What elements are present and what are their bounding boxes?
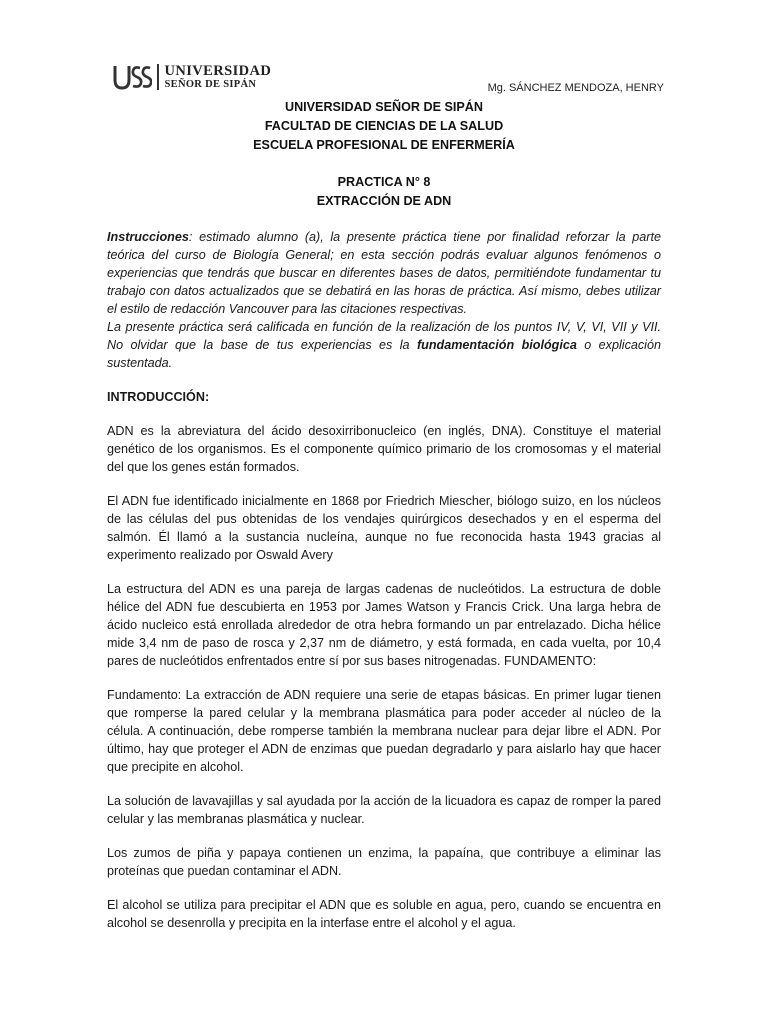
faculty-title: FACULTAD DE CIENCIAS DE LA SALUD <box>264 119 504 133</box>
practice-number: PRACTICA N° 8 <box>337 175 431 189</box>
page-header <box>112 62 664 96</box>
logo-line-university: UNIVERSIDAD <box>164 62 272 79</box>
document-titles <box>107 98 661 211</box>
logo-wordmark <box>165 64 272 91</box>
instructions-paragraph <box>107 228 661 372</box>
university-logo <box>112 62 271 92</box>
intro-paragraph: La estructura del ADN es una pareja de largas cadenas de nucleótidos. La estructura de doble hélice del ADN fue descubierta en 1953 por James Watson y Francis Crick. Una larga hebra de ácido nucleico está enrollada alrededor de otra hebra formando un par entrelazado. Dicha hélice mide 3,4 nm de paso de rosca y 2,37 nm de diámetro, y está formada, en cada vuelta, por 10,4 pares de nucleótidos enfrentados entre sí por sus bases nitrogenadas. FUNDAMENTO: <box>107 582 661 668</box>
logo-divider <box>157 64 159 90</box>
intro-paragraph: ADN es la abreviatura del ácido desoxirribonucleico (en inglés, DNA). Constituye el material genético de los organismos. Es el componente químico primario de los cromosomas y el material del que los genes están formados. <box>107 424 661 474</box>
instructions-label: Instrucciones <box>107 230 189 244</box>
intro-paragraph: La solución de lavavajillas y sal ayudada por la acción de la licuadora es capaz de romper la pared celular y las membranas plasmática y nuclear. <box>107 794 661 826</box>
intro-paragraph: Los zumos de piña y papaya contienen un enzima, la papaína, que contribuye a eliminar las proteínas que puedan contaminar el ADN. <box>107 846 661 878</box>
intro-paragraph: El ADN fue identificado inicialmente en 1868 por Friedrich Miescher, biólogo suizo, en los núcleos de las células del pus obtenidas de los vendajes quirúrgicos desechados y en el esperma del salmón. Él llamó a la sustancia nucleína, aunque no fue reconocida hasta 1943 gracias al experimento realizado por Oswald Avery <box>107 494 661 562</box>
instructions-text-3: o explicación sustentada. <box>107 338 661 370</box>
intro-paragraph: El alcohol se utiliza para precipitar el ADN que es soluble en agua, pero, cuando se encuentra en alcohol se desenrolla y precipita en la interfase entre el alcohol y el agua. <box>107 898 661 930</box>
practice-topic: EXTRACCIÓN DE ADN <box>316 194 452 208</box>
school-title: ESCUELA PROFESIONAL DE ENFERMERÍA <box>253 138 515 152</box>
university-title: UNIVERSIDAD SEÑOR DE SIPÁN <box>284 100 484 114</box>
logo-line-name: SEÑOR DE SIPÁN <box>164 79 257 90</box>
instructions-text-1: : estimado alumno (a), la presente práctica tiene por finalidad reforzar la parte teórica del curso de Biología General; en esta sección podrás evaluar algunos fenómenos o experiencias que tendrás que buscar en diferentes bases de datos, permitiéndote fundamentar tu trabajo con datos actualizados que se debatirá en las horas de práctica. Así mismo, debes utilizar el estilo de redacción Vancouver para las citaciones respectivas. <box>107 230 661 316</box>
document-body <box>107 228 661 932</box>
intro-paragraph: Fundamento: La extracción de ADN requiere una serie de etapas básicas. En primer lugar tienen que romperse la pared celular y la membrana plasmática para poder acceder al núcleo de la célula. A continuación, debe romperse también la membrana nuclear para dejar libre el ADN. Por último, hay que proteger el ADN de enzimas que puedan degradarlo y para aislarlo hay que hacer que precipite en alcohol. <box>107 688 661 774</box>
intro-heading: INTRODUCCIÓN: <box>107 390 210 404</box>
instructions-text-2: La presente práctica será calificada en función de la realización de los puntos IV, V, VI, VII y VII. No olvidar que la base de tus experiencias es la <box>107 320 661 352</box>
instructions-bold-phrase: fundamentación biológica <box>416 338 577 352</box>
author-name: Mg. SÁNCHEZ MENDOZA, HENRY <box>487 82 664 94</box>
uss-logo-icon <box>112 62 152 92</box>
